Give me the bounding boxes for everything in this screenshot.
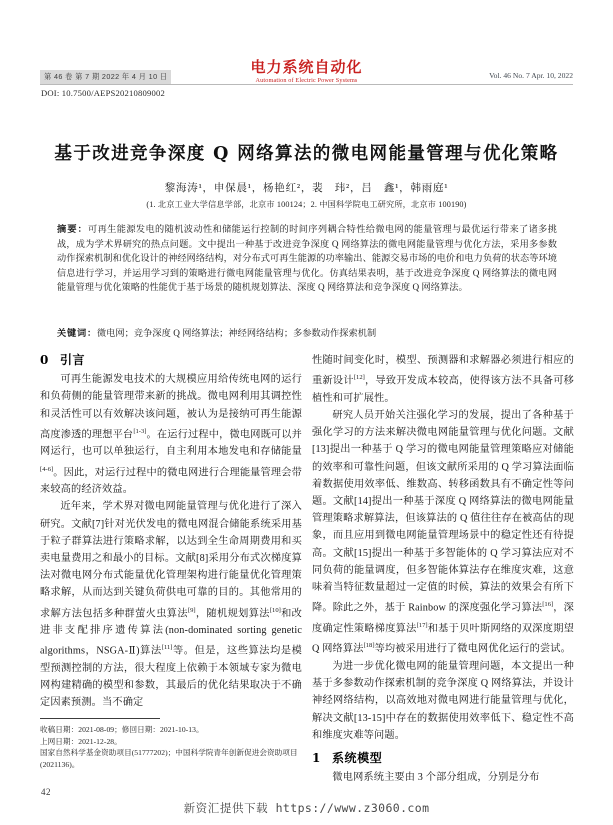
reference-marker: [9]	[187, 606, 196, 614]
affiliation-list: (1. 北京工业大学信息学部，北京市 100124；2. 中国科学院电工研究所，北京市 100190)	[146, 200, 467, 209]
body-column-right	[312, 352, 574, 786]
paragraph-right-2-d: 等均被采用进行了微电网优化运行的尝试。	[374, 643, 571, 655]
keywords-text: 微电网；竞争深度 Q 网络算法；神经网络结构；多参数动作探索机制	[96, 328, 377, 338]
reference-marker: [10]	[269, 606, 281, 614]
issue-badge: 第 46 卷 第 7 期 2022 年 4 月 10 日	[40, 70, 171, 84]
page-number: 42	[41, 787, 51, 797]
paragraph-left-1-c: 。因此，对运行过程中的微电网进行合理能量管理会带来较高的经济效益。	[40, 467, 302, 496]
paragraph-right-2-c: 和基于贝叶斯网络的双深度期望 Q 网络算法	[312, 623, 575, 655]
paragraph-right-4: 微电网系统主要由 3 个部分组成，分别是分布	[332, 772, 540, 784]
section-heading-0	[40, 352, 302, 369]
journal-title-cn: 电力系统自动化	[250, 58, 363, 76]
paragraph-left-2-b: ，随机规划算法	[195, 608, 270, 620]
journal-logo	[240, 60, 372, 84]
paragraph-right-1	[312, 352, 574, 407]
paragraph-right-2-b: ，深度确定性策略梯度算法	[312, 602, 574, 635]
reference-marker: [1-3]	[133, 427, 147, 435]
paragraph-left-1	[40, 371, 302, 498]
watermark-url: https://www.z3060.com	[275, 801, 430, 815]
watermark-label: 新资汇提供下载	[183, 801, 269, 815]
footnote-funding: 国家自然科学基金资助项目(51777202)；中国科学院青年创新促进会资助项目(2021136)。	[40, 748, 298, 769]
doi-text: DOI: 10.7500/AEPS20210809002	[41, 88, 166, 98]
paragraph-left-1-b: 。在运行过程中，微电网既可以并网运行，也可以单独运行，自主利用本地发电和存储能量	[40, 429, 303, 458]
paragraph-right-1-a: 性随时间变化时，模型、预测器和求解器必须进行相应的重新设计	[312, 355, 574, 387]
paragraph-right-3: 为进一步优化微电网的能量管理问题，本文提出一种基于多参数动作探索机制的竞争深度 Q 网络算法，并设计神经网络结构，以高效地对微电网进行能量管理与优化，解决文献[13-15]中存在的数据使用效率低下、稳定性不高和维度灾难等问题。	[312, 661, 574, 741]
body-column-left	[40, 352, 302, 712]
keywords-block	[57, 326, 557, 341]
reference-marker: [12]	[353, 374, 365, 382]
section-title-0: 引言	[59, 353, 86, 367]
footnote-divider	[40, 718, 160, 719]
paragraph-left-1-a: 可再生能源发电技术的大规模应用给传统电网的运行和负荷侧的能量管理带来新的挑战。微电网利用其调控性和灵活性可以有效解决该问题，被认为是接纳可再生能源高度渗透的理想平台	[40, 374, 302, 441]
paragraph-right-2-a: 研究人员开始关注强化学习的发展，提出了各种基于强化学习的方法来解决微电网能量管理与优化问题。文献[13]提出一种基于 Q 学习的微电网能量管理策略应对储能的效率和可靠性问题，但该文献所采用的 Q 学习算法面临着数据使用效率低、维数高、转移函数具有不确定性等问题。文献[14]提出一种基于深度 Q 网络算法的微电网能量管理策略求解算法，但该算法的 Q 值往往存在被高估的现象，而且应用到微电网能量管理场景中的稳定性还有待提高。文献[15]提出一种基于多智能体的 Q 学习算法应对不同负荷的能量调度，但多智能体算法存在维度灾难，这意味着当特征数量超过一定值的时候，算法的效果会有所下降。除此之外，基于 Rainbow 的深度强化学习算法	[312, 410, 574, 614]
abstract-text: 可再生能源发电的随机波动性和储能运行控制的时间序列耦合特性给微电网的能量管理与最优运行带来了诸多挑战，成为学术界研究的热点问题。文中提出一种基于改进竞争深度 Q 网络算法的微电网能量管理与优化方法，采用多参数动作探索机制和优化设计的神经网络结构，对分布式可再生能源的功率输出、能源交易市场的电价和电力负荷的状态等环境信息进行学习，并运用学习到的策略进行微电网能量管理与优化。仿真结果表明，基于改进竞争深度 Q 网络算法的微电网能量管理与优化策略的性能优于基于场景的随机规划算法、深度 Q 网络算法和竞争深度 Q 网络算法。	[57, 224, 558, 293]
footnote-online-date: 上网日期：2021-12-28。	[40, 736, 122, 746]
section-number-0: 0	[40, 353, 49, 367]
author-list: 黎海涛¹，申保晨¹，杨艳红²，裴 玮²，吕 鑫¹，韩雨庭¹	[164, 183, 449, 194]
section-title-1: 系统模型	[331, 751, 383, 766]
section-number-1: 1	[312, 751, 321, 766]
paragraph-right-2	[312, 407, 574, 658]
page-title: 基于改进竞争深度 Q 网络算法的微电网能量管理与优化策略	[54, 144, 559, 164]
reference-marker: [17]	[416, 621, 428, 629]
reference-marker: [4-6]	[40, 465, 54, 473]
reference-marker: [16]	[542, 601, 554, 609]
footnote-block	[40, 724, 302, 770]
keywords-label: 关键词：	[57, 328, 97, 338]
abstract-label: 摘要：	[57, 224, 88, 234]
paragraph-left-2	[40, 498, 302, 711]
paragraph-left-2-d: 等。但是，这些算法均是模型预测控制的方法，很大程度上依赖于本领域专家为微电网构建精确的模型和参数，其最后的优化结果取决于不确定因素预测。当不确定	[40, 645, 302, 709]
paragraph-left-2-a: 近年来，学术界对微电网能量管理与优化进行了深入研究。文献[7]针对光伏发电的微电网混合储能系统采用基于粒子群算法进行策略求解，以达到全生命周期费用和买卖电量费用之和最小的目标。文献[8]采用分布式次梯度算法对微电网分布式能量优化管理架构进行能量优化管理策略求解，从而达到关键负荷供电可靠的目的。其他常用的求解方法包括多种群萤火虫算法	[40, 501, 302, 620]
download-watermark	[0, 800, 613, 816]
journal-title-en: Automation of Electric Power Systems	[255, 76, 358, 84]
volume-issue-info: Vol. 46 No. 7 Apr. 10, 2022	[483, 71, 573, 80]
paragraph-right-1-b: ，导致开发成本较高，使得该方法不具备可移植性和可扩展性。	[312, 375, 575, 404]
paragraph-left-2-c: 和改进非支配排序遗传算法(non-dominated sorting genetic algorithms，NSGA-Ⅱ)算法	[40, 608, 302, 657]
footnote-dates: 收稿日期：2021-08-09；修回日期：2021-10-13。	[40, 725, 204, 734]
reference-marker: [18]	[363, 642, 375, 650]
masthead	[40, 58, 573, 98]
section-heading-1	[312, 750, 574, 767]
reference-marker: [11]	[161, 644, 173, 652]
abstract-block	[57, 222, 557, 295]
masthead-rule	[40, 84, 573, 85]
